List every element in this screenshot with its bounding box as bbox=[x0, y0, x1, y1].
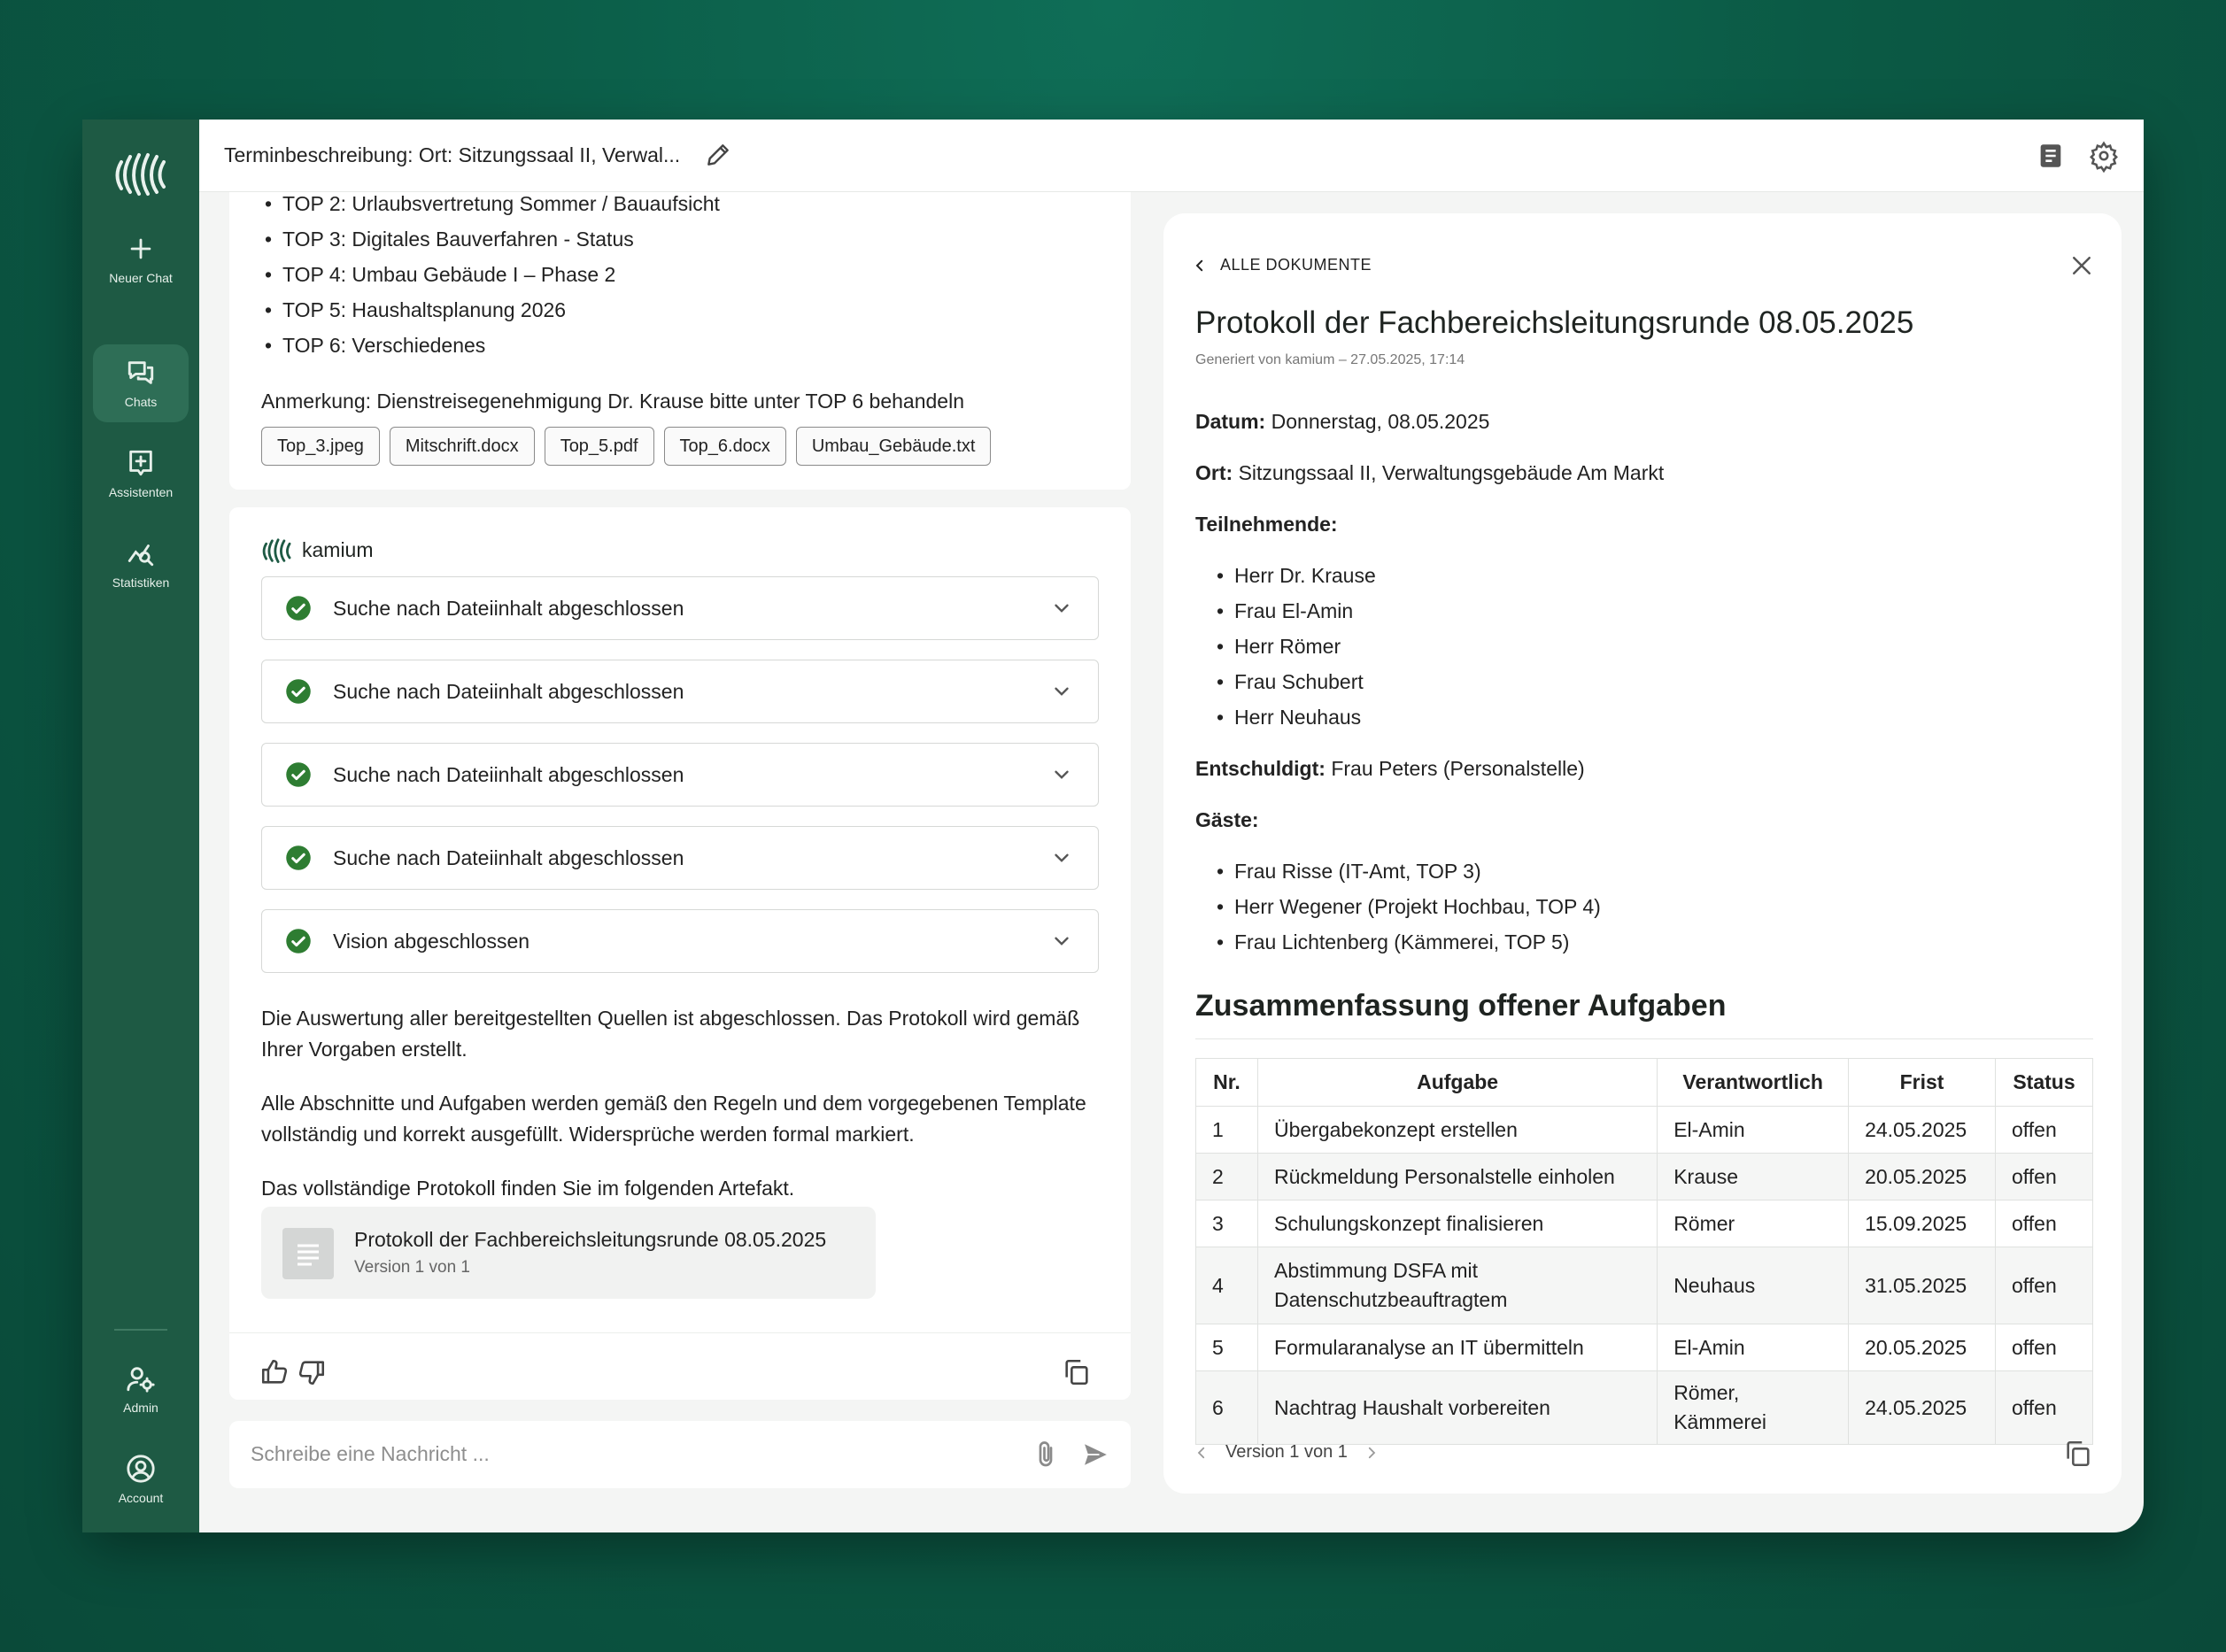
agenda-item: • TOP 2: Urlaubsvertretung Sommer / Bauaufsicht bbox=[282, 192, 720, 216]
sidebar-item-admin[interactable] bbox=[93, 1350, 189, 1428]
field-gaeste bbox=[1195, 808, 1259, 832]
artifact-card[interactable] bbox=[261, 1207, 876, 1299]
sidebar-item-assistants[interactable] bbox=[93, 435, 189, 513]
tool-step-label: Suche nach Dateiinhalt abgeschlossen bbox=[333, 679, 684, 703]
chats-icon bbox=[126, 358, 156, 388]
artifact-title: Protokoll der Fachbereichsleitungsrunde 08.05.2025 bbox=[354, 1228, 827, 1251]
document-icon bbox=[282, 1228, 334, 1279]
message-input[interactable] bbox=[229, 1421, 1131, 1488]
tool-step[interactable] bbox=[261, 660, 1099, 723]
field-label: Datum: bbox=[1195, 410, 1266, 433]
sidebar-divider bbox=[114, 1329, 167, 1331]
sidebar-item-label: Account bbox=[118, 1491, 164, 1505]
table-cell: 24.05.2025 bbox=[1849, 1107, 1996, 1154]
chevron-left-icon[interactable] bbox=[1194, 1445, 1210, 1461]
document-list-icon[interactable] bbox=[2036, 141, 2066, 171]
check-circle-icon bbox=[285, 595, 312, 621]
divider bbox=[1195, 1038, 2093, 1039]
table-cell: Übergabekonzept erstellen bbox=[1257, 1107, 1657, 1154]
sidebar-item-statistics[interactable] bbox=[93, 525, 189, 603]
table-cell: 6 bbox=[1196, 1371, 1258, 1445]
sidebar-item-label: Assistenten bbox=[108, 485, 174, 499]
chevron-down-icon bbox=[1050, 930, 1073, 953]
assistant-paragraph: Das vollständige Protokoll finden Sie im folgenden Artefakt. bbox=[261, 1177, 795, 1200]
participant-item: • Frau El-Amin bbox=[1234, 599, 1353, 623]
sidebar-item-label: Neuer Chat bbox=[109, 271, 173, 285]
close-icon[interactable] bbox=[2068, 252, 2095, 279]
table-cell: Formularanalyse an IT übermitteln bbox=[1257, 1324, 1657, 1371]
participant-item: • Frau Schubert bbox=[1234, 670, 1364, 694]
assistant-message bbox=[229, 507, 1131, 1400]
table-row bbox=[1196, 1154, 2093, 1200]
tool-step[interactable] bbox=[261, 576, 1099, 640]
chevron-down-icon bbox=[1050, 680, 1073, 703]
tasks-table-container[interactable] bbox=[1195, 1058, 2093, 1433]
assistant-name: kamium bbox=[302, 537, 374, 561]
guest-item: • Herr Wegener (Projekt Hochbau, TOP 4) bbox=[1234, 895, 1601, 919]
statistics-icon bbox=[126, 538, 156, 568]
agenda-item: • TOP 6: Verschiedenes bbox=[282, 334, 485, 358]
attachment-chip[interactable]: Top_3.jpeg bbox=[261, 427, 380, 466]
table-cell: offen bbox=[1996, 1200, 2093, 1247]
message-note: Anmerkung: Dienstreisegenehmigung Dr. Krause bitte unter TOP 6 behandeln bbox=[261, 390, 964, 413]
chat-column bbox=[229, 192, 1131, 1502]
field-value: Frau Peters (Personalstelle) bbox=[1331, 757, 1585, 780]
message-input-placeholder: Schreibe eine Nachricht ... bbox=[251, 1442, 490, 1465]
tool-step-label: Suche nach Dateiinhalt abgeschlossen bbox=[333, 845, 684, 869]
attachment-chip[interactable]: Top_6.docx bbox=[664, 427, 786, 466]
table-cell: offen bbox=[1996, 1154, 2093, 1200]
admin-icon bbox=[126, 1363, 156, 1393]
check-circle-icon bbox=[285, 761, 312, 788]
table-cell: Römer bbox=[1658, 1200, 1849, 1247]
table-cell: 4 bbox=[1196, 1247, 1258, 1324]
tool-step[interactable] bbox=[261, 909, 1099, 973]
document-subtitle: Generiert von kamium – 27.05.2025, 17:14 bbox=[1195, 352, 1465, 367]
agenda-item: • TOP 4: Umbau Gebäude I – Phase 2 bbox=[282, 263, 615, 287]
field-datum bbox=[1195, 410, 1489, 434]
table-cell: Krause bbox=[1658, 1154, 1849, 1200]
field-label: Gäste: bbox=[1195, 808, 1259, 831]
assistant-icon bbox=[126, 448, 156, 478]
paperclip-icon[interactable] bbox=[1030, 1439, 1062, 1471]
check-circle-icon bbox=[285, 845, 312, 871]
document-panel bbox=[1163, 213, 2122, 1494]
sidebar-item-label: Chats bbox=[124, 395, 158, 409]
agenda-item: • TOP 3: Digitales Bauverfahren - Status bbox=[282, 228, 634, 251]
sidebar-item-chats[interactable] bbox=[93, 344, 189, 422]
attachment-chip[interactable]: Mitschrift.docx bbox=[390, 427, 535, 466]
table-cell: 1 bbox=[1196, 1107, 1258, 1154]
tasks-table bbox=[1195, 1058, 2093, 1445]
field-label: Ort: bbox=[1195, 461, 1233, 484]
column-header: Verantwortlich bbox=[1658, 1059, 1849, 1107]
thumbs-up-icon[interactable] bbox=[259, 1357, 290, 1387]
tool-step-label: Suche nach Dateiinhalt abgeschlossen bbox=[333, 762, 684, 786]
table-header-row bbox=[1196, 1059, 2093, 1107]
sidebar-item-label: Statistiken bbox=[112, 575, 170, 590]
field-entschuldigt bbox=[1195, 757, 1585, 781]
version-pager bbox=[1194, 1442, 1380, 1463]
copy-icon[interactable] bbox=[2063, 1439, 2093, 1469]
kamium-logo-icon[interactable] bbox=[112, 144, 169, 201]
table-cell: Nachtrag Haushalt vorbereiten bbox=[1257, 1371, 1657, 1445]
assistant-paragraph: Die Auswertung aller bereitgestellten Quellen ist abgeschlossen. Das Protokoll wird gemäß Ihrer Vorgaben erstellt. bbox=[261, 1007, 1080, 1061]
table-cell: offen bbox=[1996, 1107, 2093, 1154]
chevron-left-icon bbox=[1192, 258, 1208, 274]
agenda-item: • TOP 5: Haushaltsplanung 2026 bbox=[282, 298, 566, 322]
check-circle-icon bbox=[285, 678, 312, 705]
attachment-list bbox=[261, 427, 991, 466]
assistant-header bbox=[261, 534, 374, 566]
sidebar-item-new-chat[interactable] bbox=[93, 220, 189, 298]
table-cell: Römer, Kämmerei bbox=[1658, 1371, 1849, 1445]
participant-item: • Herr Neuhaus bbox=[1234, 706, 1361, 730]
guest-item: • Frau Lichtenberg (Kämmerei, TOP 5) bbox=[1234, 930, 1569, 954]
sidebar-item-account[interactable] bbox=[93, 1440, 189, 1518]
account-icon bbox=[126, 1454, 156, 1484]
app-window bbox=[82, 120, 2144, 1532]
kamium-logo-icon bbox=[261, 534, 293, 566]
assistant-paragraph: Alle Abschnitte und Aufgaben werden gemäß den Regeln und dem vorgegebenen Template vollständig und korrekt ausgefüllt. Widersprüche werden formal markiert. bbox=[261, 1092, 1086, 1146]
column-header: Nr. bbox=[1196, 1059, 1258, 1107]
version-label: Version 1 von 1 bbox=[1225, 1442, 1348, 1462]
table-cell: 15.09.2025 bbox=[1849, 1200, 1996, 1247]
chevron-down-icon bbox=[1050, 763, 1073, 786]
table-cell: Rückmeldung Personalstelle einholen bbox=[1257, 1154, 1657, 1200]
participant-item: • Herr Dr. Krause bbox=[1234, 564, 1376, 588]
tool-step[interactable] bbox=[261, 743, 1099, 807]
plus-icon bbox=[126, 234, 156, 264]
table-row bbox=[1196, 1107, 2093, 1154]
gear-icon[interactable] bbox=[2089, 141, 2119, 171]
table-row bbox=[1196, 1200, 2093, 1247]
table-cell: 20.05.2025 bbox=[1849, 1324, 1996, 1371]
table-cell: Neuhaus bbox=[1658, 1247, 1849, 1324]
divider bbox=[229, 1332, 1131, 1333]
field-label: Teilnehmende: bbox=[1195, 513, 1338, 536]
table-cell: 5 bbox=[1196, 1324, 1258, 1371]
field-teilnehmende bbox=[1195, 513, 1338, 537]
guest-item: • Frau Risse (IT-Amt, TOP 3) bbox=[1234, 860, 1481, 884]
table-cell: offen bbox=[1996, 1247, 2093, 1324]
field-value: Sitzungssaal II, Verwaltungsgebäude Am Markt bbox=[1238, 461, 1665, 484]
column-header: Aufgabe bbox=[1257, 1059, 1657, 1107]
table-cell: 20.05.2025 bbox=[1849, 1154, 1996, 1200]
table-cell: 2 bbox=[1196, 1154, 1258, 1200]
back-label: ALLE DOKUMENTE bbox=[1220, 256, 1372, 274]
tool-step-label: Vision abgeschlossen bbox=[333, 929, 530, 953]
check-circle-icon bbox=[285, 928, 312, 954]
topbar bbox=[199, 120, 2144, 192]
table-cell: 24.05.2025 bbox=[1849, 1371, 1996, 1445]
copy-icon[interactable] bbox=[1062, 1357, 1092, 1387]
field-value: Donnerstag, 08.05.2025 bbox=[1271, 410, 1490, 433]
table-row bbox=[1196, 1247, 2093, 1324]
section-title: Zusammenfassung offener Aufgaben bbox=[1195, 989, 1727, 1023]
table-cell: offen bbox=[1996, 1324, 2093, 1371]
field-label: Entschuldigt: bbox=[1195, 757, 1326, 780]
table-cell: 3 bbox=[1196, 1200, 1258, 1247]
sidebar-item-label: Admin bbox=[123, 1401, 158, 1415]
table-cell: 31.05.2025 bbox=[1849, 1247, 1996, 1324]
chevron-down-icon bbox=[1050, 846, 1073, 869]
table-cell: El-Amin bbox=[1658, 1324, 1849, 1371]
column-header: Status bbox=[1996, 1059, 2093, 1107]
send-icon[interactable] bbox=[1079, 1439, 1111, 1471]
table-cell: offen bbox=[1996, 1371, 2093, 1445]
pencil-icon[interactable] bbox=[704, 141, 732, 169]
table-cell: Schulungskonzept finalisieren bbox=[1257, 1200, 1657, 1247]
thumbs-down-icon[interactable] bbox=[297, 1357, 327, 1387]
chevron-down-icon bbox=[1050, 597, 1073, 620]
chevron-right-icon[interactable] bbox=[1364, 1445, 1380, 1461]
column-header: Frist bbox=[1849, 1059, 1996, 1107]
attachment-chip[interactable]: Umbau_Gebäude.txt bbox=[796, 427, 992, 466]
tool-step[interactable] bbox=[261, 826, 1099, 890]
participant-item: • Herr Römer bbox=[1234, 635, 1341, 659]
table-row bbox=[1196, 1324, 2093, 1371]
table-row bbox=[1196, 1371, 2093, 1445]
chat-title: Terminbeschreibung: Ort: Sitzungssaal II, Verwal... bbox=[224, 143, 681, 166]
sidebar bbox=[82, 120, 199, 1532]
attachment-chip[interactable]: Top_5.pdf bbox=[545, 427, 654, 466]
back-to-documents-link[interactable] bbox=[1192, 256, 1372, 274]
table-cell: Abstimmung DSFA mit Datenschutzbeauftragtem bbox=[1257, 1247, 1657, 1324]
tool-step-label: Suche nach Dateiinhalt abgeschlossen bbox=[333, 596, 684, 620]
field-ort bbox=[1195, 461, 1664, 485]
table-cell: El-Amin bbox=[1658, 1107, 1849, 1154]
artifact-version: Version 1 von 1 bbox=[354, 1258, 470, 1277]
document-title: Protokoll der Fachbereichsleitungsrunde 08.05.2025 bbox=[1195, 305, 1914, 340]
user-message bbox=[229, 192, 1131, 490]
